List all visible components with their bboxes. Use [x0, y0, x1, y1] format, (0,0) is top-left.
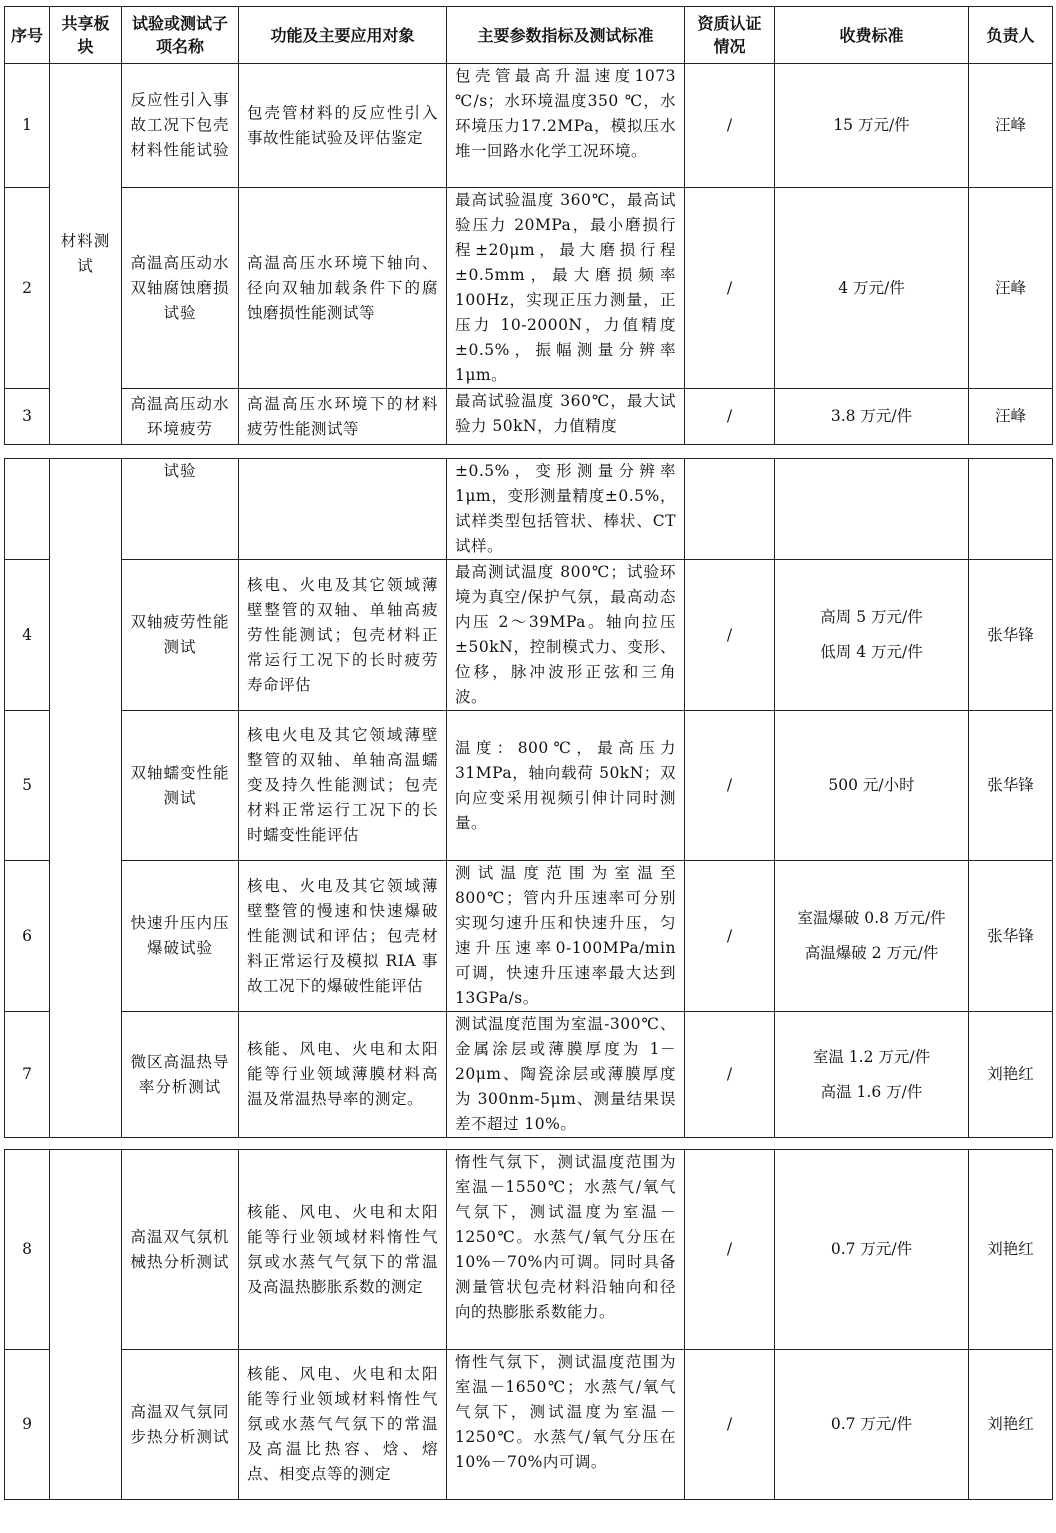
function-text: 高温高压水环境下轴向、径向双轴加载条件下的腐蚀磨损性能测试等: [239, 188, 447, 389]
fee-value: 15 万元/件: [833, 116, 910, 134]
header-module: 共享板块: [50, 7, 122, 64]
cert-value: /: [685, 389, 775, 445]
item-name: 微区高温热导率分析测试: [122, 1012, 239, 1138]
fee-value: 室温 1.2 万元/件: [812, 1047, 931, 1066]
params-text: 惰性气氛下，测试温度范围为室温－1650℃；水蒸气/氧气气氛下，测试温度为室温－1250℃。水蒸气/氧气分压在 10%－70%内可调。: [447, 1350, 685, 1500]
row-no: 2: [5, 188, 50, 389]
params-text: 最高试验温度 360℃，最高试验压力 20MPa，最小磨损行程±20μm，最大磨损行程±0.5mm，最大磨损频率100Hz，实现正压力测量，正压力 10-2000N，力值精度±0.5%，振幅测量分辨率1μm。: [447, 188, 685, 389]
table-row: [5, 64, 1053, 188]
params-text-continued: ±0.5%，变形测量分辨率1μm，变形测量精度±0.5%，试样类型包括管状、棒状、CT 试样。: [447, 459, 685, 560]
row-no: 8: [5, 1150, 50, 1350]
cert-value: /: [685, 1012, 775, 1138]
header-row: [5, 7, 1053, 64]
function-text: 高温高压水环境下的材料疲劳性能测试等: [239, 389, 447, 445]
header-cert: 资质认证情况: [685, 7, 775, 64]
row-no: 5: [5, 711, 50, 861]
row-no: 1: [5, 64, 50, 188]
item-name: 高温双气氛同步热分析测试: [122, 1350, 239, 1500]
item-name: 快速升压内压爆破试验: [122, 861, 239, 1012]
cert-value: /: [685, 188, 775, 389]
fee-cell: [775, 861, 969, 1012]
table-row: [5, 389, 1053, 445]
table-row: [5, 861, 1053, 1012]
table-row: [5, 1150, 1053, 1350]
owner-name: 刘艳红: [969, 1350, 1053, 1500]
row-no: 4: [5, 560, 50, 711]
fee-value: 室温爆破 0.8 万元/件: [797, 909, 946, 927]
header-params: 主要参数指标及测试标准: [447, 7, 685, 64]
params-text: 温度：800℃，最高压力31MPa，轴向载荷 50kN；双向应变采用视频引伸计同时测量。: [447, 711, 685, 861]
service-table-part-3: [4, 1149, 1053, 1500]
header-owner: 负责人: [969, 7, 1053, 64]
item-name: 反应性引入事故工况下包壳材料性能试验: [122, 64, 239, 188]
fee-cell: [775, 389, 969, 445]
owner-name: 张华锋: [969, 711, 1053, 861]
params-text: 测试温度范围为室温-300℃、金属涂层或薄膜厚度为 1－20μm、陶瓷涂层或薄膜厚度为 300nm-5μm、测量结果误差不超过 10%。: [447, 1012, 685, 1138]
item-name: 高温高压动水环境疲劳: [122, 389, 239, 445]
params-text: 包壳管最高升温速度1073 ℃/s；水环境温度350 ℃，水环境压力17.2MPa，模拟压水堆一回路水化学工况环境。: [447, 64, 685, 188]
fee-value: 高温 1.6 万/件: [820, 1082, 923, 1101]
item-name: 双轴疲劳性能测试: [122, 560, 239, 711]
function-text: 核能、风电、火电和太阳能等行业领域薄膜材料高温及常温热导率的测定。: [239, 1012, 447, 1138]
table-row-continued: [5, 459, 1053, 560]
function-text: 核电火电及其它领域薄壁整管的双轴、单轴高温蠕变及持久性能测试；包壳材料正常运行工况下的长时蠕变性能评估: [239, 711, 447, 861]
fee-cell: [775, 1150, 969, 1350]
service-table-part-2: [4, 458, 1053, 1138]
table-row: [5, 1012, 1053, 1138]
params-text: 测试温度范围为室温至800℃；管内升压速率可分别实现匀速升压和快速升压，匀速升压速率0-100MPa/min 可调，快速升压速率最大达到 13GPa/s。: [447, 861, 685, 1012]
cert-value: /: [685, 560, 775, 711]
header-no: 序号: [5, 7, 50, 64]
row-no: 6: [5, 861, 50, 1012]
row-no: 7: [5, 1012, 50, 1138]
owner-name: 汪峰: [969, 389, 1053, 445]
table-segment-1: [4, 6, 1052, 445]
fee-cell: [775, 711, 969, 861]
fee-value: 0.7 万元/件: [830, 1240, 913, 1258]
owner-name: 刘艳红: [969, 1012, 1053, 1138]
table-segment-3: [4, 1149, 1052, 1500]
owner-name: 张华锋: [969, 861, 1053, 1012]
owner-name: 汪峰: [969, 64, 1053, 188]
cert-value: /: [685, 1150, 775, 1350]
table-row: [5, 1350, 1053, 1500]
fee-value: 高周 5 万元/件: [820, 608, 923, 626]
owner-name: 刘艳红: [969, 1150, 1053, 1350]
item-name-continued: 试验: [122, 459, 239, 560]
cert-value: /: [685, 64, 775, 188]
owner-name: 张华锋: [969, 560, 1053, 711]
table-segment-2: [4, 458, 1052, 1138]
header-item: 试验或测试子项名称: [122, 7, 239, 64]
fee-cell: [775, 1350, 969, 1500]
cert-value: /: [685, 861, 775, 1012]
service-table-part-1: [4, 6, 1053, 445]
table-row: [5, 711, 1053, 861]
params-text: 最高测试温度 800℃；试验环境为真空/保护气氛，最高动态内压 2～39MPa。轴向拉压±50kN，控制模式力、变形、位移，脉冲波形正弦和三角波。: [447, 560, 685, 711]
fee-cell: [775, 1012, 969, 1138]
fee-value: 4 万元/件: [838, 278, 905, 297]
function-text: 核电、火电及其它领域薄壁整管的慢速和快速爆破性能测试和评估；包壳材料正常运行及模拟 RIA 事故工况下的爆破性能评估: [239, 861, 447, 1012]
fee-value: 500 元/小时: [828, 776, 915, 794]
params-text: 惰性气氛下，测试温度范围为室温－1550℃；水蒸气/氧气气氛下，测试温度为室温－1250℃。水蒸气/氧气分压在 10%－70%内可调。同时具备测量管状包壳材料沿轴向和径向的热膨胀系数能力。: [447, 1150, 685, 1350]
item-name: 双轴蠕变性能测试: [122, 711, 239, 861]
table-row: [5, 188, 1053, 389]
cert-value: /: [685, 711, 775, 861]
fee-value: 3.8 万元/件: [830, 407, 913, 425]
fee-value: 低周 4 万元/件: [820, 643, 923, 661]
header-function: 功能及主要应用对象: [239, 7, 447, 64]
fee-cell: [775, 188, 969, 389]
fee-value: 高温爆破 2 万元/件: [804, 944, 939, 962]
params-text: 最高试验温度 360℃，最大试验力 50kN，力值精度: [447, 389, 685, 445]
function-text: 包壳管材料的反应性引入事故性能试验及评估鉴定: [239, 64, 447, 188]
row-no: 9: [5, 1350, 50, 1500]
function-text: 核能、风电、火电和太阳能等行业领域材料惰性气氛或水蒸气气氛下的常温及高温比热容、焓、熔点、相变点等的测定: [239, 1350, 447, 1500]
row-no: 3: [5, 389, 50, 445]
cert-value: /: [685, 1350, 775, 1500]
function-text: 核能、风电、火电和太阳能等行业领域材料惰性气氛或水蒸气气氛下的常温及高温热膨胀系数的测定: [239, 1150, 447, 1350]
fee-value: 0.7 万元/件: [830, 1415, 913, 1433]
header-fee: 收费标准: [775, 7, 969, 64]
fee-cell: [775, 64, 969, 188]
function-text: 核电、火电及其它领域薄壁整管的双轴、单轴高疲劳性能测试；包壳材料正常运行工况下的长时疲劳寿命评估: [239, 560, 447, 711]
table-row: [5, 560, 1053, 711]
item-name: 高温高压动水双轴腐蚀磨损试验: [122, 188, 239, 389]
owner-name: 汪峰: [969, 188, 1053, 389]
fee-cell: [775, 560, 969, 711]
module-cell: 材料测试: [50, 64, 122, 445]
item-name: 高温双气氛机械热分析测试: [122, 1150, 239, 1350]
